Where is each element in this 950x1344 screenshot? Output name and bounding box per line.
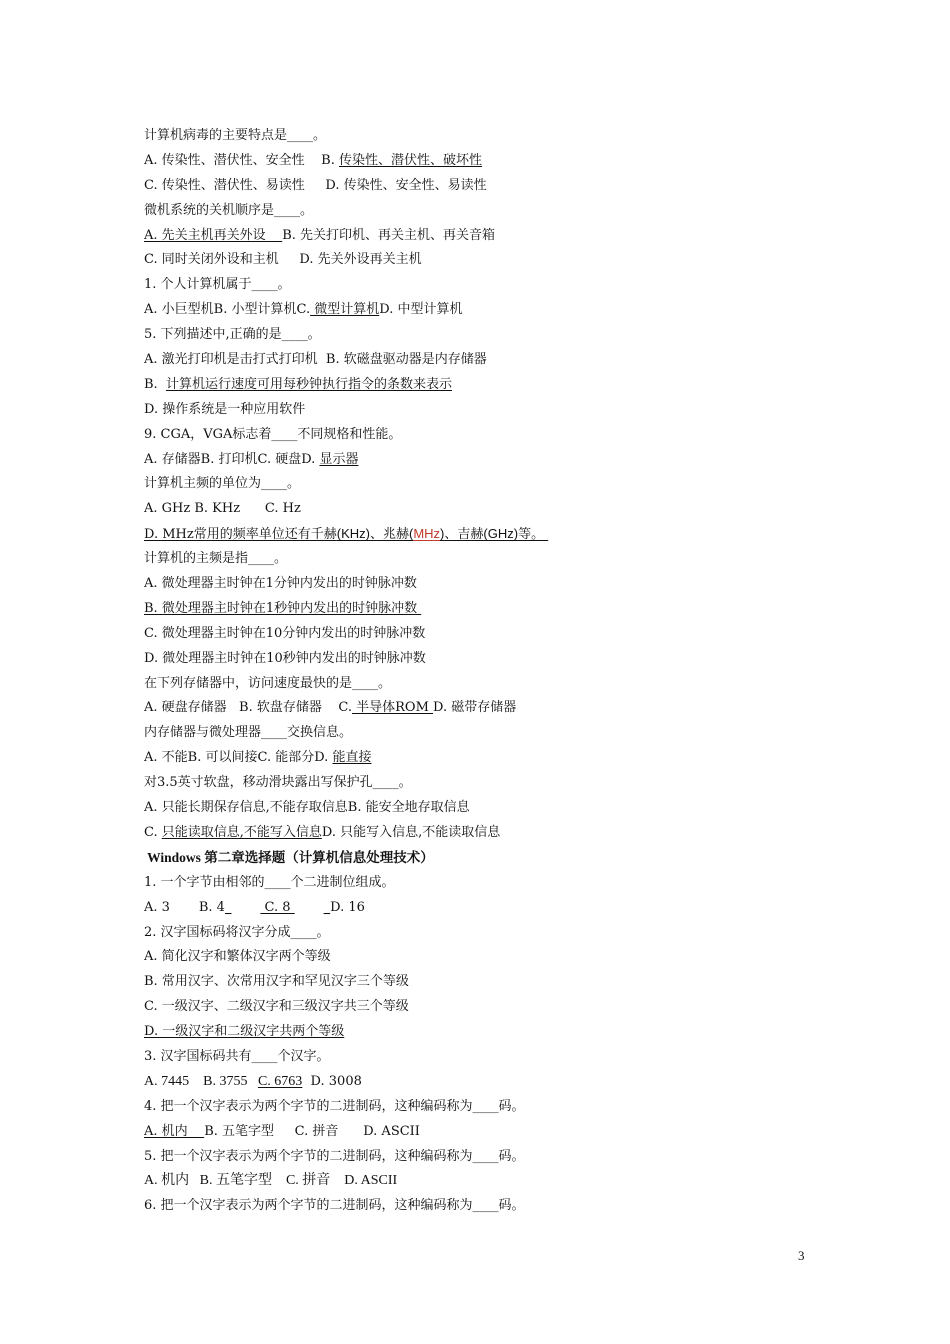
text-line	[144, 448, 844, 473]
line-text: 计算机病毒的主要特点是____。	[144, 128, 327, 143]
text-line	[144, 995, 844, 1020]
answer-text: D. MHz常用的频率单位还有千赫	[144, 527, 337, 543]
text-line	[144, 970, 844, 995]
text-line	[144, 821, 844, 846]
answer-text: C. 6763	[257, 1073, 303, 1089]
text-line	[144, 472, 844, 497]
line-text: A. 硬盘存储器 B. 软盘存储器 C.	[144, 700, 353, 716]
line-text: A. 激光打印机是击打式打印机 B. 软磁盘驱动器是内存储器	[144, 352, 487, 368]
line-text	[231, 900, 260, 915]
text-line	[144, 199, 844, 224]
text-line	[144, 273, 844, 298]
text-line	[144, 124, 844, 149]
text-line	[144, 871, 844, 896]
line-text: A. 简化汉字和繁体汉字两个等级	[144, 949, 331, 965]
text-line	[144, 647, 844, 672]
text-line	[144, 1020, 844, 1045]
answer-text: D. 一级汉字和二级汉字共两个等级	[144, 1024, 345, 1040]
answer-text: 半导体ROM	[352, 700, 434, 716]
text-line	[144, 672, 844, 697]
text-line	[144, 1070, 844, 1095]
line-text: D. 16	[330, 899, 365, 915]
answer-text: A. 先关主机再关外设	[144, 227, 283, 243]
answer-text: 等。	[518, 527, 549, 543]
answer-text: 、吉赫	[444, 527, 484, 543]
text-line	[144, 547, 844, 572]
line-text: 计算机主频的单位为____。	[144, 476, 301, 492]
line-text: A. 不能B. 可以间接C. 能部分D.	[144, 750, 333, 766]
line-text: 6. 把一个汉字表示为两个字节的二进制码，这种编码称为____码。	[144, 1198, 525, 1214]
text-line	[144, 746, 844, 771]
line-text: 1. 一个字节由相邻的____个二进制位组成。	[144, 874, 395, 890]
text-line	[144, 398, 844, 423]
text-line	[144, 497, 844, 522]
answer-text: A. 机内	[144, 1123, 205, 1139]
answer-text: 、兆赫	[369, 527, 409, 543]
answer-text: MHz	[413, 526, 441, 542]
text-line	[144, 771, 844, 796]
line-text: B. 五笔字型 C. 拼音 D. ASCII	[204, 1123, 420, 1139]
line-text: 4. 把一个汉字表示为两个字节的二进制码，这种编码称为____码。	[144, 1098, 525, 1114]
line-text: D. 中型计算机	[379, 302, 463, 318]
line-text: 计算机的主频是指____。	[144, 551, 288, 567]
answer-text: 计算机运行速度可用每秒钟执行指令的条数来表示	[165, 376, 452, 392]
text-line	[144, 796, 844, 821]
line-text: 内存储器与微处理器____交换信息。	[144, 725, 353, 741]
line-text: D. 微处理器主时钟在10秒钟内发出的时钟脉冲数	[144, 650, 426, 666]
text-line	[144, 224, 844, 249]
text-line	[144, 248, 844, 273]
line-text: A. 微处理器主时钟在1分钟内发出的时钟脉冲数	[144, 576, 417, 592]
section-heading	[144, 846, 844, 871]
line-text: 3. 汉字国标码共有____个汉字。	[144, 1048, 330, 1064]
line-text: D. 只能写入信息,不能读取信息	[321, 824, 501, 840]
text-line	[144, 1169, 844, 1194]
line-text: 对3.5英寸软盘，移动滑块露出写保护孔____。	[144, 775, 412, 791]
line-text: C. 一级汉字、二级汉字和三级汉字共三个等级	[144, 999, 409, 1015]
text-line	[144, 597, 844, 622]
line-text: C. 微处理器主时钟在10分钟内发出的时钟脉冲数	[144, 625, 426, 641]
line-text: D. 操作系统是一种应用软件	[144, 401, 306, 417]
text-line	[144, 1145, 844, 1170]
line-text: A. 只能长期保存信息,不能存取信息B. 能安全地存取信息	[144, 800, 470, 816]
line-text: A. 3 B. 4	[144, 899, 225, 915]
line-text: 微机系统的关机顺序是____。	[144, 202, 314, 218]
text-line	[144, 572, 844, 597]
text-line	[144, 174, 844, 199]
line-text: Windows 第二章选择题（计算机信息处理技术）	[144, 849, 434, 865]
answer-text: 能直接	[332, 750, 372, 766]
answer-text: 只能读取信息,不能写入信息	[161, 824, 322, 840]
answer-text: )	[440, 526, 445, 542]
line-text: 9. CGA，VGA标志着____不同规格和性能。	[144, 426, 402, 442]
text-line	[144, 348, 844, 373]
question-list	[144, 124, 844, 1219]
answer-text: 传染性、潜伏性、破坏性	[339, 152, 483, 168]
text-line	[144, 696, 844, 721]
text-line	[144, 323, 844, 348]
line-text: A. 小巨型机B. 小型计算机C.	[144, 302, 311, 318]
text-line	[144, 622, 844, 647]
line-text: B.	[144, 376, 166, 392]
text-line	[144, 896, 844, 921]
answer-text: 微型计算机	[310, 302, 380, 318]
line-text: A. 机内 B. 五笔字型 C. 拼音 D. ASCII	[144, 1173, 398, 1189]
line-text: 1. 个人计算机属于____。	[144, 277, 291, 293]
line-text: B. 先关打印机、再关主机、再关音箱	[282, 227, 496, 243]
line-text: C. 同时关闭外设和主机 D. 先关外设再关主机	[144, 252, 422, 268]
text-line	[144, 1194, 844, 1219]
text-line	[144, 721, 844, 746]
line-text: 5. 把一个汉字表示为两个字节的二进制码，这种编码称为____码。	[144, 1148, 525, 1164]
text-line	[144, 298, 844, 323]
line-text: D. 磁带存储器	[433, 700, 517, 716]
answer-text: _	[323, 899, 331, 915]
answer-text: (GHz)	[483, 526, 519, 542]
line-text: A. GHz B. KHz C. Hz	[144, 501, 301, 517]
text-line	[144, 1095, 844, 1120]
line-text	[295, 900, 324, 915]
answer-text: (KHz)	[336, 526, 370, 542]
line-text: C.	[144, 824, 162, 840]
line-text: D. 3008	[302, 1073, 362, 1089]
text-line	[144, 1045, 844, 1070]
line-text: A. 7445 B. 3755	[144, 1073, 258, 1089]
answer-text: (	[408, 526, 414, 542]
text-line	[144, 945, 844, 970]
line-text: 在下列存储器中，访问速度最快的是____。	[144, 675, 392, 691]
text-line	[144, 522, 844, 547]
answer-text: C. 8	[260, 899, 295, 915]
answer-text: 显示器	[319, 451, 359, 467]
text-line	[144, 149, 844, 174]
text-line	[144, 921, 844, 946]
answer-text: B. 微处理器主时钟在1秒钟内发出的时钟脉冲数	[144, 600, 422, 616]
line-text: A. 传染性、潜伏性、安全性 B.	[144, 152, 340, 168]
page-number: 3	[798, 1248, 805, 1263]
text-line	[144, 1120, 844, 1145]
answer-text: _	[224, 899, 232, 915]
line-text: B. 常用汉字、次常用汉字和罕见汉字三个等级	[144, 974, 409, 990]
line-text: 2. 汉字国标码将汉字分成____。	[144, 924, 330, 940]
text-line	[144, 423, 844, 448]
line-text: A. 存储器B. 打印机C. 硬盘D.	[144, 451, 320, 467]
line-text: C. 传染性、潜伏性、易读性 D. 传染性、安全性、易读性	[144, 177, 487, 193]
text-line	[144, 373, 844, 398]
line-text: 5. 下列描述中,正确的是____。	[144, 327, 321, 343]
